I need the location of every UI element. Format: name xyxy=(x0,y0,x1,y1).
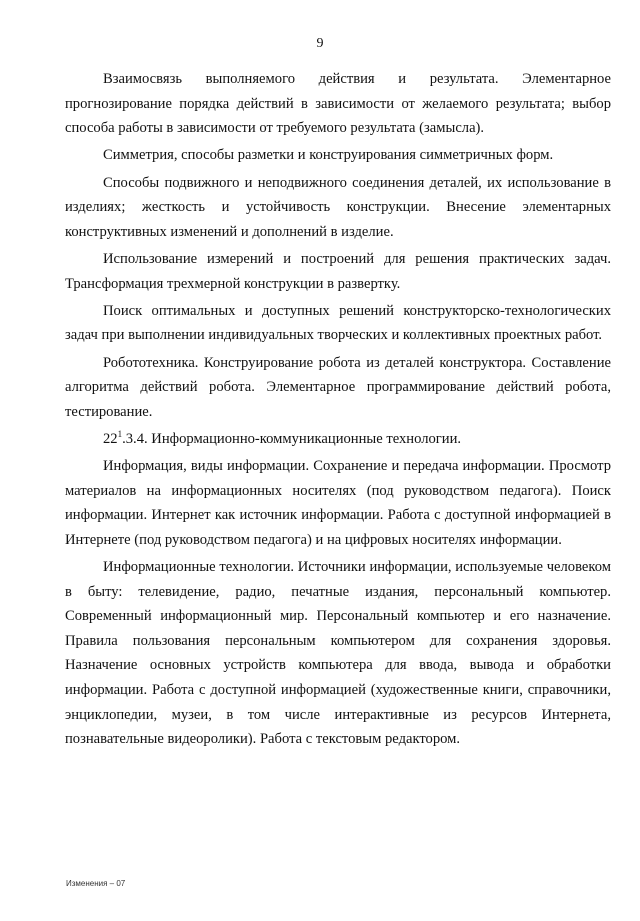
document-body xyxy=(65,67,611,752)
section-number-rest: .3.4. xyxy=(122,430,148,447)
section-title: Информационно-коммуникационные технологии. xyxy=(151,430,462,447)
paragraph-measurements: Использование измерений и построений для решения практических задач. Трансформация трехмерной конструкции в развертку. xyxy=(65,250,611,292)
paragraph-symmetry: Симметрия, способы разметки и конструирования симметричных форм. xyxy=(103,147,554,164)
paragraph-robotics: Робототехника. Конструирование робота из деталей конструктора. Составление алгоритма действий робота. Элементарное программирование действий робота, тестирование. xyxy=(65,354,611,420)
footer-revision-note: Изменения – 07 xyxy=(66,879,126,888)
paragraph-design-search: Поиск оптимальных и доступных решений конструкторско-технологических задач при выполнении индивидуальных творческих и коллективных проектных работ. xyxy=(65,302,611,344)
section-number-superscript: 1 xyxy=(117,429,123,440)
paragraph-action-result: Взаимосвязь выполняемого действия и результата. Элементарное прогнозирование порядка действий в зависимости от желаемого результата; выбор способа работы в зависимости от требуемого результата (замысла). xyxy=(65,71,611,137)
paragraph-joining-parts: Способы подвижного и неподвижного соединения деталей, их использование в изделиях; жесткость и устойчивость конструкции. Внесение элементарных конструктивных изменений и дополнений в изделие. xyxy=(65,174,611,240)
paragraph-information: Информация, виды информации. Сохранение и передача информации. Просмотр материалов на информационных носителях (под руководством педагога). Поиск информации. Интернет как источник информации. Работа с доступной информацией в Интернете (под руководством педагога) и на цифровых носителях информации. xyxy=(65,458,611,548)
section-number-main: 22 xyxy=(103,430,118,447)
page-number: 9 xyxy=(316,36,324,51)
section-heading xyxy=(65,427,611,452)
paragraph-information-technologies: Информационные технологии. Источники информации, используемые человеком в быту: телевидение, радио, печатные издания, персональный компьютер. Современный информационный мир. Персональный компьютер и его назначение. Правила пользования персональным компьютером для сохранения здоровья. Назначение основных устройств компьютера для ввода, вывода и обработки информации. Работа с доступной информацией (художественные книги, справочники, энциклопедии, музеи, в том числе интерактивные из ресурсов Интернета, познавательные видеоролики). Работа с текстовым редактором. xyxy=(65,559,611,748)
